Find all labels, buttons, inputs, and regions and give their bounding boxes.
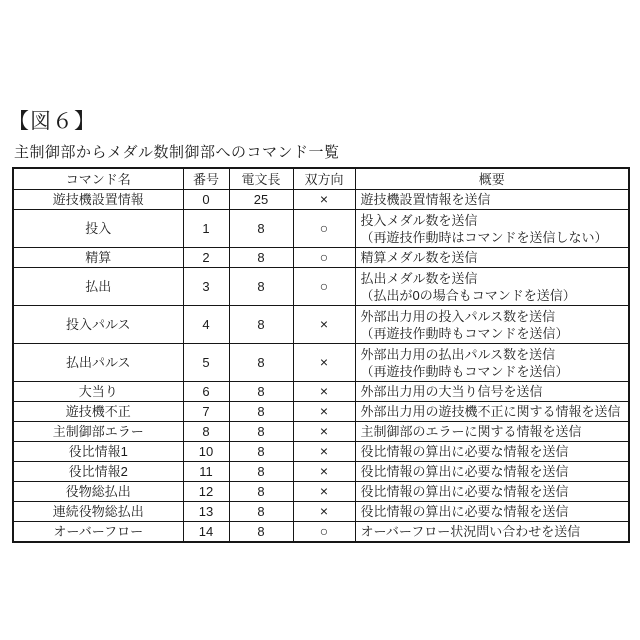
cell-number: 14 — [183, 522, 229, 543]
table-row — [13, 402, 629, 422]
summary-line: 役比情報の算出に必要な情報を送信 — [360, 504, 569, 519]
cell-bidirectional: × — [293, 402, 355, 422]
table-row — [13, 502, 629, 522]
cell-length: 8 — [229, 210, 293, 248]
cell-bidirectional: × — [293, 306, 355, 344]
cell-number: 10 — [183, 442, 229, 462]
cell-bidirectional: ○ — [293, 248, 355, 268]
table-body — [13, 190, 629, 543]
cell-number: 7 — [183, 402, 229, 422]
cell-command-name: 払出パルス — [13, 344, 183, 382]
cell-command-name: 精算 — [13, 248, 183, 268]
cell-length: 8 — [229, 248, 293, 268]
summary-line: 外部出力用の払出パルス数を送信 — [360, 346, 556, 362]
summary-line: 外部出力用の遊技機不正に関する情報を送信 — [360, 404, 621, 419]
cell-number: 0 — [183, 190, 229, 210]
table-header — [13, 168, 629, 190]
summary-line: 投入メダル数を送信 — [360, 212, 478, 228]
cell-number: 12 — [183, 482, 229, 502]
cell-bidirectional: × — [293, 462, 355, 482]
table-row — [13, 210, 629, 248]
cell-summary — [355, 210, 629, 248]
cell-length: 8 — [229, 522, 293, 543]
cell-number: 8 — [183, 422, 229, 442]
cell-summary — [355, 442, 629, 462]
cell-command-name: 役物総払出 — [13, 482, 183, 502]
cell-bidirectional: × — [293, 502, 355, 522]
summary-line: （再遊技作動時もコマンドを送信） — [360, 325, 569, 341]
table-row — [13, 190, 629, 210]
figure-label: 【図６】 — [8, 110, 96, 133]
cell-bidirectional: × — [293, 344, 355, 382]
table-row — [13, 344, 629, 382]
cell-summary — [355, 248, 629, 268]
cell-command-name: 遊技機設置情報 — [13, 190, 183, 210]
cell-summary — [355, 382, 629, 402]
cell-number: 2 — [183, 248, 229, 268]
cell-length: 8 — [229, 344, 293, 382]
header-cell-command-name: コマンド名 — [13, 168, 183, 190]
cell-length: 8 — [229, 382, 293, 402]
table-row — [13, 248, 629, 268]
table-row — [13, 522, 629, 543]
cell-command-name: 役比情報1 — [13, 442, 183, 462]
cell-length: 8 — [229, 268, 293, 306]
cell-command-name: 連続役物総払出 — [13, 502, 183, 522]
cell-length: 8 — [229, 306, 293, 344]
summary-line: 役比情報の算出に必要な情報を送信 — [360, 484, 569, 499]
header-cell-bidirectional: 双方向 — [293, 168, 355, 190]
cell-length: 8 — [229, 422, 293, 442]
cell-length: 25 — [229, 190, 293, 210]
cell-length: 8 — [229, 502, 293, 522]
table-row — [13, 422, 629, 442]
summary-line: 外部出力用の大当り信号を送信 — [360, 384, 543, 399]
cell-number: 13 — [183, 502, 229, 522]
cell-summary — [355, 482, 629, 502]
cell-command-name: 主制御部エラー — [13, 422, 183, 442]
summary-line: 遊技機設置情報を送信 — [360, 192, 491, 207]
command-table — [12, 167, 630, 543]
summary-line: 外部出力用の投入パルス数を送信 — [360, 308, 556, 324]
cell-command-name: 投入 — [13, 210, 183, 248]
summary-line: 役比情報の算出に必要な情報を送信 — [360, 464, 569, 479]
cell-summary — [355, 422, 629, 442]
cell-number: 3 — [183, 268, 229, 306]
table-row — [13, 442, 629, 462]
table-caption: 主制御部からメダル数制御部へのコマンド一覧 — [14, 144, 340, 161]
summary-line: （払出が0の場合もコマンドを送信） — [360, 287, 576, 303]
cell-length: 8 — [229, 462, 293, 482]
cell-command-name: 遊技機不正 — [13, 402, 183, 422]
cell-number: 5 — [183, 344, 229, 382]
cell-bidirectional: × — [293, 382, 355, 402]
cell-number: 11 — [183, 462, 229, 482]
cell-summary — [355, 402, 629, 422]
cell-bidirectional: × — [293, 482, 355, 502]
summary-line: 主制御部のエラーに関する情報を送信 — [360, 424, 582, 439]
header-cell-number: 番号 — [183, 168, 229, 190]
cell-bidirectional: ○ — [293, 268, 355, 306]
cell-number: 1 — [183, 210, 229, 248]
table-row — [13, 482, 629, 502]
summary-line: 払出メダル数を送信 — [360, 270, 478, 286]
table-row — [13, 382, 629, 402]
cell-command-name: オーバーフロー — [13, 522, 183, 543]
cell-length: 8 — [229, 442, 293, 462]
summary-line: オーバーフロー状況問い合わせを送信 — [360, 524, 581, 539]
cell-bidirectional: ○ — [293, 522, 355, 543]
cell-length: 8 — [229, 402, 293, 422]
cell-summary — [355, 462, 629, 482]
table-row — [13, 462, 629, 482]
summary-line: （再遊技作動時もコマンドを送信） — [360, 363, 569, 379]
cell-summary — [355, 502, 629, 522]
cell-summary — [355, 190, 629, 210]
table-row — [13, 268, 629, 306]
cell-bidirectional: × — [293, 422, 355, 442]
cell-summary — [355, 522, 629, 543]
cell-command-name: 投入パルス — [13, 306, 183, 344]
cell-summary — [355, 344, 629, 382]
header-row — [13, 168, 629, 190]
cell-command-name: 役比情報2 — [13, 462, 183, 482]
cell-number: 4 — [183, 306, 229, 344]
summary-line: （再遊技作動時はコマンドを送信しない） — [360, 229, 608, 245]
cell-command-name: 払出 — [13, 268, 183, 306]
cell-bidirectional: ○ — [293, 210, 355, 248]
cell-summary — [355, 306, 629, 344]
summary-line: 精算メダル数を送信 — [360, 250, 478, 265]
cell-bidirectional: × — [293, 190, 355, 210]
table-row — [13, 306, 629, 344]
cell-number: 6 — [183, 382, 229, 402]
cell-command-name: 大当り — [13, 382, 183, 402]
summary-line: 役比情報の算出に必要な情報を送信 — [360, 444, 569, 459]
cell-length: 8 — [229, 482, 293, 502]
cell-summary — [355, 268, 629, 306]
header-cell-summary: 概要 — [355, 168, 629, 190]
header-cell-length: 電文長 — [229, 168, 293, 190]
cell-bidirectional: × — [293, 442, 355, 462]
